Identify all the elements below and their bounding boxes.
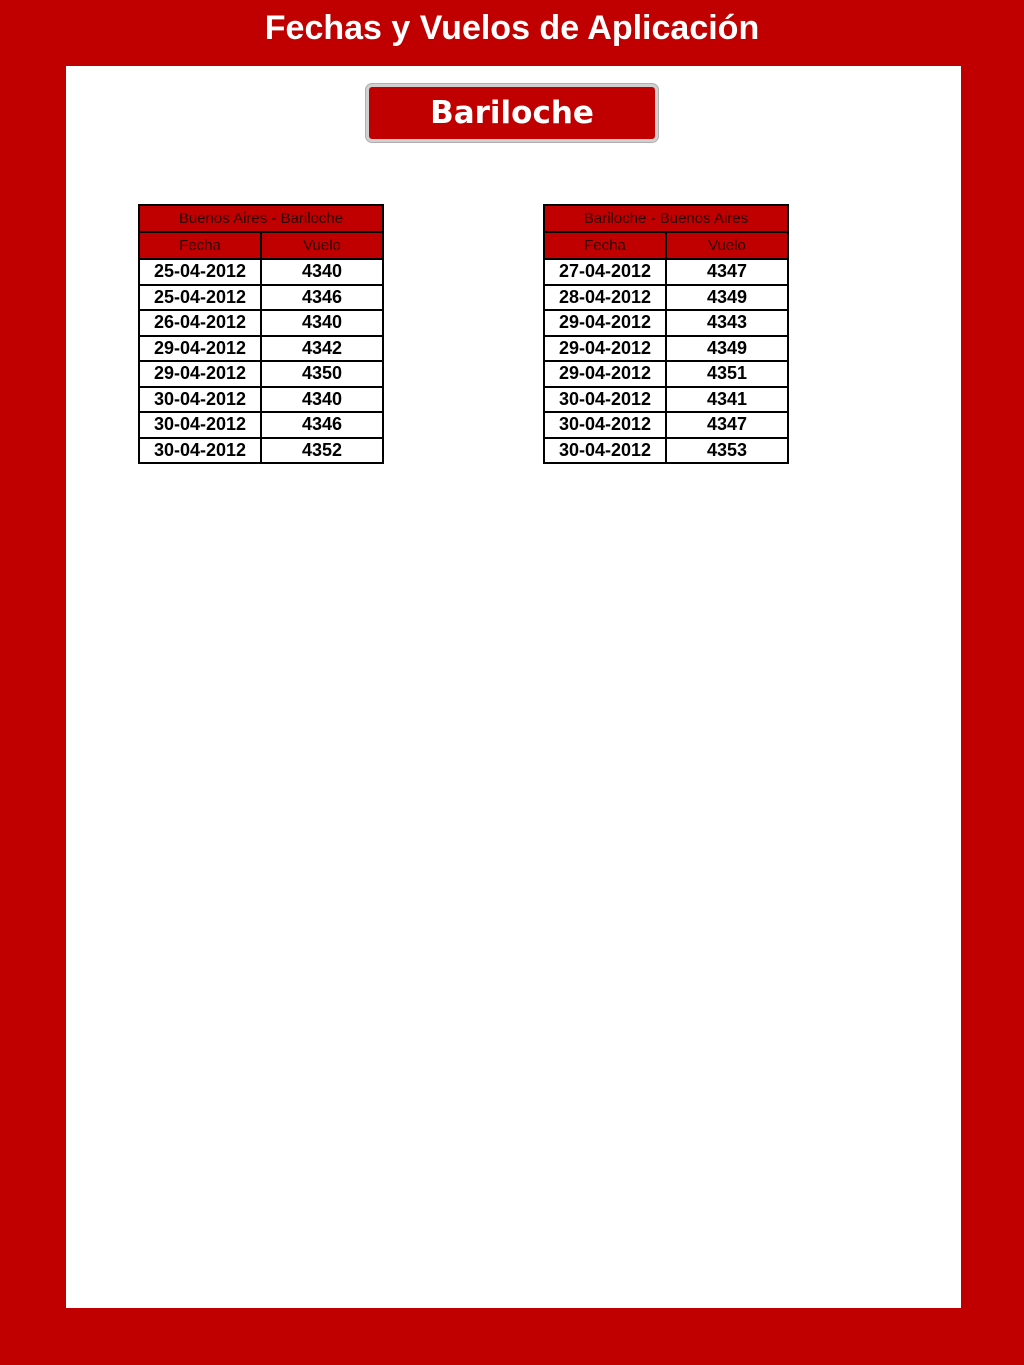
table-row xyxy=(139,412,383,438)
table-row xyxy=(139,259,383,285)
date-cell: 27-04-2012 xyxy=(544,259,666,285)
flight-cell: 4341 xyxy=(666,387,788,413)
table-row xyxy=(544,310,788,336)
column-header-date: Fecha xyxy=(544,232,666,259)
table-row xyxy=(139,438,383,464)
flight-cell: 4340 xyxy=(261,310,383,336)
table-row xyxy=(544,336,788,362)
table-row xyxy=(544,285,788,311)
table-route-title: Bariloche - Buenos Aires xyxy=(544,205,788,232)
table-row xyxy=(544,361,788,387)
date-cell: 25-04-2012 xyxy=(139,259,261,285)
flight-cell: 4349 xyxy=(666,336,788,362)
flight-cell: 4352 xyxy=(261,438,383,464)
flight-cell: 4340 xyxy=(261,387,383,413)
flight-cell: 4347 xyxy=(666,412,788,438)
table-row xyxy=(544,259,788,285)
flight-cell: 4346 xyxy=(261,285,383,311)
date-cell: 29-04-2012 xyxy=(544,310,666,336)
date-cell: 30-04-2012 xyxy=(544,438,666,464)
table-row xyxy=(139,310,383,336)
flight-cell: 4349 xyxy=(666,285,788,311)
flight-cell: 4346 xyxy=(261,412,383,438)
table-row xyxy=(139,361,383,387)
page-title: Fechas y Vuelos de Aplicación xyxy=(264,9,760,47)
date-cell: 30-04-2012 xyxy=(139,438,261,464)
return-flights-table xyxy=(543,204,789,464)
column-header-date: Fecha xyxy=(139,232,261,259)
table-route-title: Buenos Aires - Bariloche xyxy=(139,205,383,232)
flight-cell: 4350 xyxy=(261,361,383,387)
date-cell: 25-04-2012 xyxy=(139,285,261,311)
table-row xyxy=(544,387,788,413)
column-header-flight: Vuelo xyxy=(261,232,383,259)
date-cell: 29-04-2012 xyxy=(139,361,261,387)
table-row xyxy=(139,285,383,311)
flight-cell: 4347 xyxy=(666,259,788,285)
date-cell: 28-04-2012 xyxy=(544,285,666,311)
table-row xyxy=(544,412,788,438)
outbound-flights-table xyxy=(138,204,384,464)
flight-cell: 4351 xyxy=(666,361,788,387)
column-header-flight: Vuelo xyxy=(666,232,788,259)
date-cell: 30-04-2012 xyxy=(544,412,666,438)
table-row xyxy=(139,387,383,413)
date-cell: 30-04-2012 xyxy=(139,387,261,413)
flight-cell: 4340 xyxy=(261,259,383,285)
table-row xyxy=(544,438,788,464)
table-row xyxy=(139,336,383,362)
flight-cell: 4353 xyxy=(666,438,788,464)
date-cell: 26-04-2012 xyxy=(139,310,261,336)
flight-cell: 4343 xyxy=(666,310,788,336)
content-panel xyxy=(66,66,961,1308)
date-cell: 30-04-2012 xyxy=(544,387,666,413)
section-banner: Bariloche xyxy=(366,84,658,142)
date-cell: 29-04-2012 xyxy=(139,336,261,362)
date-cell: 29-04-2012 xyxy=(544,361,666,387)
flight-cell: 4342 xyxy=(261,336,383,362)
date-cell: 30-04-2012 xyxy=(139,412,261,438)
date-cell: 29-04-2012 xyxy=(544,336,666,362)
